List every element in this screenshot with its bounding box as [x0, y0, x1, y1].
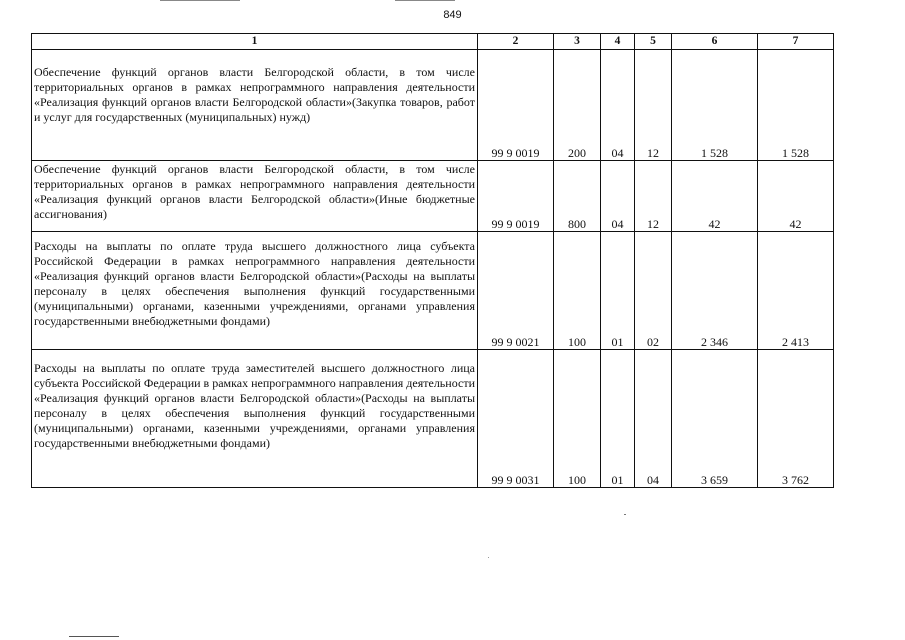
- target-article-code: 99 9 0019: [478, 161, 554, 232]
- row-description: Расходы на выплаты по оплате труда заместителей высшего должностного лица субъекта Российской Федерации в рамках непрограммного направления деятельности «Реализация функций органов власти Белгородской области»(Расходы на выплаты персоналу в целях обеспечения выполнения функций государственными (муниципальными) органами, казенными учреждениями, органами управления государственными внебюджетными фондами): [32, 350, 478, 488]
- amount-col7: 42: [758, 161, 834, 232]
- amount-col7: 2 413: [758, 232, 834, 350]
- expense-type-code: 100: [554, 350, 601, 488]
- target-article-code: 99 9 0031: [478, 350, 554, 488]
- table-row: [32, 50, 834, 161]
- scan-artifact: [69, 636, 119, 637]
- subsection-code: 02: [635, 232, 672, 350]
- row-description: Обеспечение функций органов власти Белгородской области, в том числе территориальных органов в рамках непрограммного направления деятельности «Реализация функций органов власти Белгородской области»(Иные бюджетные ассигнования): [32, 161, 478, 232]
- header-cell: 7: [758, 34, 834, 50]
- table-row: [32, 232, 834, 350]
- expense-type-code: 200: [554, 50, 601, 161]
- subsection-code: 12: [635, 161, 672, 232]
- header-cell: 1: [32, 34, 478, 50]
- target-article-code: 99 9 0021: [478, 232, 554, 350]
- table-row: [32, 350, 834, 488]
- row-description: Обеспечение функций органов власти Белгородской области, в том числе территориальных органов в рамках непрограммного направления деятельности «Реализация функций органов власти Белгородской области»(Закупка товаров, работ и услуг для государственных (муниципальных) нужд): [32, 50, 478, 161]
- subsection-code: 04: [635, 350, 672, 488]
- header-cell: 3: [554, 34, 601, 50]
- budget-table: [31, 33, 834, 488]
- amount-col6: 3 659: [672, 350, 758, 488]
- expense-type-code: 100: [554, 232, 601, 350]
- header-row: [32, 34, 834, 50]
- amount-col6: 2 346: [672, 232, 758, 350]
- section-code: 01: [601, 232, 635, 350]
- header-cell: 6: [672, 34, 758, 50]
- row-description: Расходы на выплаты по оплате труда высшего должностного лица субъекта Российской Федерации в рамках непрограммного направления деятельности «Реализация функций органов власти Белгородской области»(Расходы на выплаты персоналу в целях обеспечения выполнения функций государственными (муниципальными) органами, казенными учреждениями, органами управления государственными внебюджетными фондами): [32, 232, 478, 350]
- table-row: [32, 161, 834, 232]
- scan-artifact: [160, 0, 240, 1]
- amount-col6: 1 528: [672, 50, 758, 161]
- scan-artifact: [488, 557, 489, 558]
- target-article-code: 99 9 0019: [478, 50, 554, 161]
- amount-col7: 3 762: [758, 350, 834, 488]
- amount-col7: 1 528: [758, 50, 834, 161]
- section-code: 04: [601, 161, 635, 232]
- header-cell: 4: [601, 34, 635, 50]
- scan-artifact: [624, 514, 626, 515]
- header-cell: 2: [478, 34, 554, 50]
- section-code: 04: [601, 50, 635, 161]
- page-number: 849: [443, 9, 462, 21]
- scan-artifact: [395, 0, 455, 1]
- amount-col6: 42: [672, 161, 758, 232]
- section-code: 01: [601, 350, 635, 488]
- subsection-code: 12: [635, 50, 672, 161]
- header-cell: 5: [635, 34, 672, 50]
- expense-type-code: 800: [554, 161, 601, 232]
